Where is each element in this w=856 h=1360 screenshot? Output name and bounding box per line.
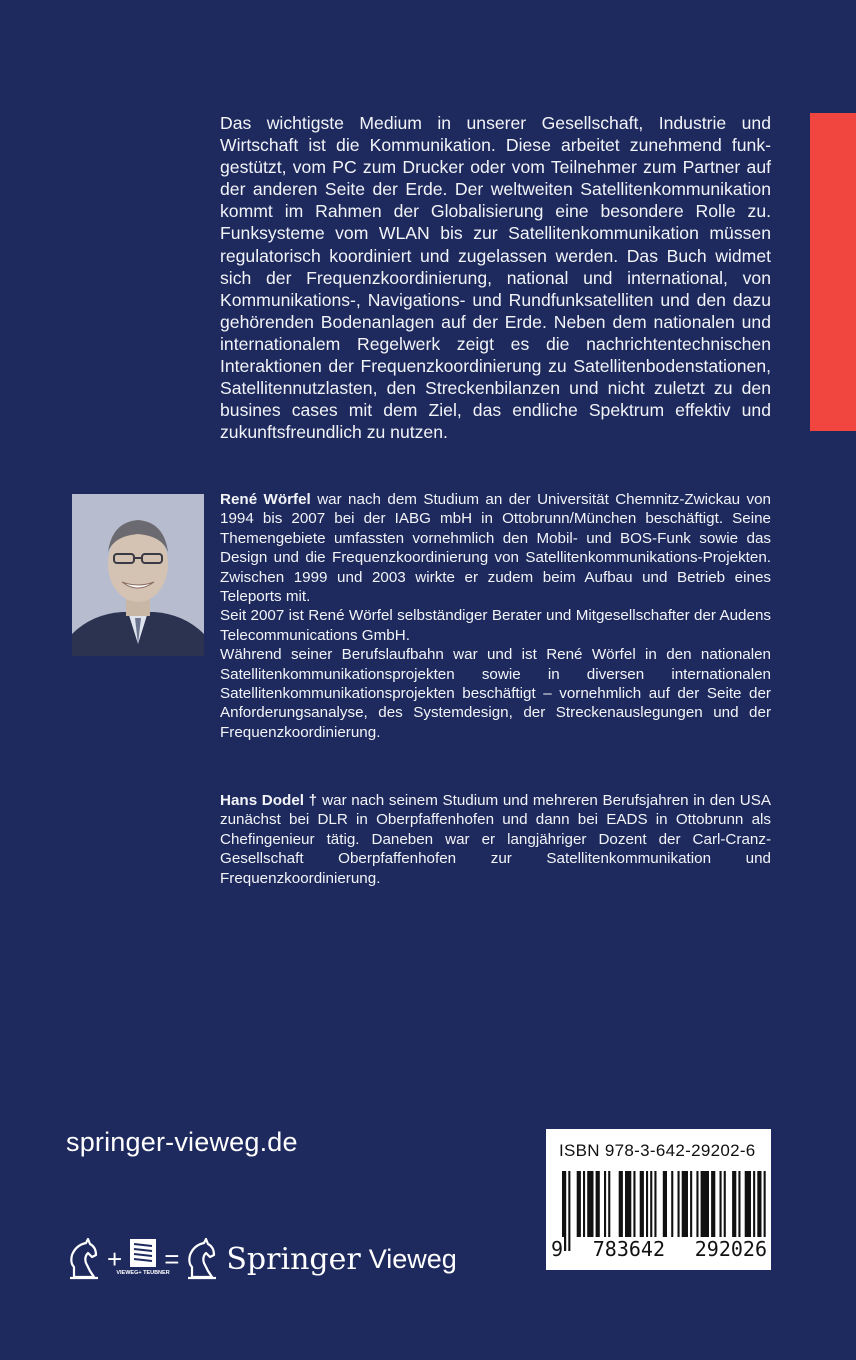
publisher-website: springer-vieweg.de	[66, 1127, 298, 1157]
barcode-digit-group: 9	[551, 1237, 564, 1261]
brand-springer: Springer	[226, 1241, 361, 1277]
bio-hans-paragraph: Hans Dodel † war nach seinem Studium und mehreren Berufsjahren in den USA zunächst bei DLR in Oberpfaffenhofen und dann bei EADS in Ottobrunn als Chefingenieur tätig. Daneben war er langjähriger Dozent der Carl-Cranz-Gesellschaft Oberpfaffenhofen zur Satellitenkommunikation und Frequenzkoordinierung.	[220, 792, 771, 887]
barcode-bar	[650, 1171, 652, 1237]
author-name-rene: René Wörfel	[220, 491, 311, 508]
author-name-hans: Hans Dodel †	[220, 792, 318, 809]
red-accent-tab	[810, 113, 856, 431]
author-bio-hans-dodel	[220, 791, 771, 888]
barcode-bar	[583, 1171, 585, 1237]
barcode-bar	[720, 1171, 722, 1237]
plus-sign: +	[107, 1243, 123, 1274]
bio-rene-paragraph: René Wörfel war nach dem Studium an der Universität Chemnitz-Zwickau von 1994 bis 2007 bei der IABG mbH in Ottobrunn/München beschäftigt. Seine Themengebiete umfassten vornehmlich den Mobil- und BOS-Funk sowie das Design und die Frequenzkoordinierung von Satellitenkommunikations-Projekten. Zwischen 1999 und 2003 wirkte er zudem beim Aufbau und Betrieb eines Teleports mit.	[220, 491, 771, 606]
barcode-bar	[640, 1171, 644, 1237]
equals-sign: =	[164, 1243, 180, 1274]
springer-horse-icon	[184, 1237, 220, 1281]
barcode-bar	[696, 1171, 698, 1237]
barcode-bar	[596, 1171, 600, 1237]
vieweg-teubner-logo-icon	[116, 1237, 170, 1281]
springer-horse-icon	[66, 1237, 102, 1281]
barcode-bar	[690, 1171, 692, 1237]
barcode-bar	[604, 1171, 606, 1237]
barcode-bar	[646, 1171, 648, 1237]
barcode-bar	[663, 1171, 667, 1237]
barcode-bar	[654, 1171, 656, 1237]
barcode-bar	[738, 1171, 740, 1237]
bio-rene-paragraph: Während seiner Berufslaufbahn war und ist René Wörfel in den nationalen Satellitenkommunikationsprojekten sowie in diversen internationalen Satellitenkommunikationsprojekten beschäftigt – vornehmlich auf der Seite der Anforderungsanalyse, des Systemdesign, der Streckenauslegungen und der Frequenzkoordinierung.	[220, 646, 771, 741]
barcode-bar	[625, 1171, 631, 1237]
isbn-label: ISBN 978-3-642-29202-6	[559, 1141, 756, 1160]
barcode-bar	[619, 1171, 623, 1237]
author-photo	[72, 494, 204, 656]
barcode-bar	[633, 1171, 635, 1237]
author-photo-image	[72, 494, 204, 656]
brand-vieweg: Vieweg	[368, 1243, 457, 1274]
barcode-bar	[671, 1171, 673, 1237]
teubner-label: VIEWEG+ TEUBNER	[116, 1270, 170, 1276]
bio-rene-paragraph: Seit 2007 ist René Wörfel selbständiger Berater und Mitgesellschafter der Audens Telecommunications GmbH.	[220, 607, 771, 644]
barcode-bar	[753, 1171, 755, 1237]
publisher-logos	[66, 1234, 457, 1284]
barcode-bar	[745, 1171, 751, 1237]
barcode-bar	[682, 1171, 688, 1237]
barcode-bar	[577, 1171, 581, 1237]
barcode-digit-group: 292026	[694, 1237, 767, 1261]
barcode-bar	[732, 1171, 736, 1237]
barcode-bar	[678, 1171, 680, 1237]
barcode-digits	[550, 1237, 768, 1261]
barcode-bar	[724, 1171, 726, 1237]
barcode-digit-group: 783642	[592, 1237, 666, 1261]
barcode-bar	[701, 1171, 709, 1237]
isbn-barcode	[546, 1129, 771, 1270]
book-description: Das wichtigste Medium in unserer Gesellschaft, Industrie und Wirtschaft ist die Kommunikation. Diese arbeitet zunehmend funkgestützt, vom PC zum Drucker oder vom Teilnehmer zum Partner auf der anderen Seite der Erde. Der weltweiten Satellitenkommunikation kommt im Rahmen der Globalisierung eine besondere Rolle zu. Funksysteme vom WLAN bis zur Satellitenkommunikation müssen regulatorisch koordiniert und zugelassen werden. Das Buch widmet sich der Frequenzkoordinierung, national und international, von Kommunikations-, Navigations- und Rundfunksatelliten und den dazu gehörenden Bodenanlagen auf der Erde. Neben dem nationalen und internationalem Regelwerk zeigt es die nachrichtentechnischen Interaktionen der Frequenzkoordinierung zu Satellitenbodenstationen, Satellitennutzlasten, den Streckenbilanzen und nicht zuletzt zu den busines cases mit dem Ziel, das endliche Spektrum effektiv und zukunftsfreundlich zu nutzen.	[220, 113, 771, 443]
barcode-bar	[608, 1171, 610, 1237]
barcode-bar	[711, 1171, 715, 1237]
barcode-bar	[587, 1171, 593, 1237]
author-bio-rene-woerfel	[220, 490, 771, 742]
